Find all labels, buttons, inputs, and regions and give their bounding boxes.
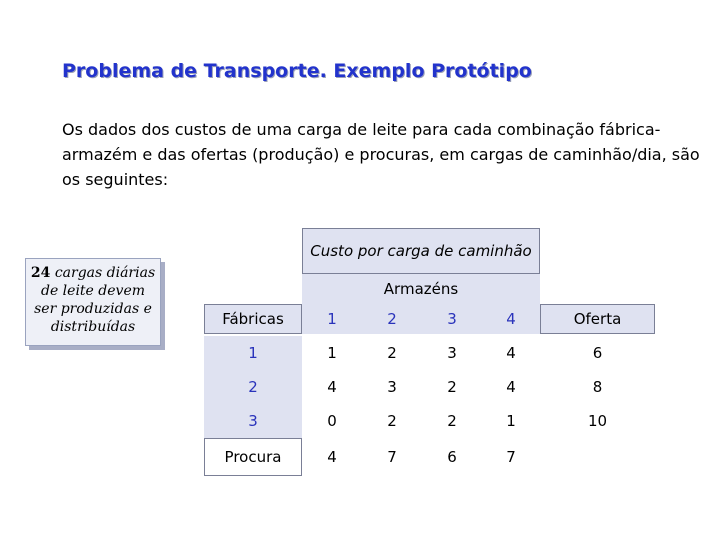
supply-cell: 10 bbox=[587, 412, 608, 430]
cost-cell: 4 bbox=[327, 378, 337, 396]
warehouse-col-2: 2 bbox=[362, 304, 422, 334]
warehouse-col-4: 4 bbox=[482, 304, 540, 334]
cost-cell: 2 bbox=[387, 344, 397, 362]
supply-cell: 6 bbox=[592, 344, 603, 362]
supply-header: Oferta bbox=[540, 304, 655, 334]
demand-cell: 7 bbox=[506, 448, 516, 466]
factories-header: Fábricas bbox=[204, 304, 302, 334]
cost-header: Custo por carga de caminhão bbox=[302, 228, 540, 274]
cost-cell: 2 bbox=[447, 412, 457, 430]
cost-cell: 3 bbox=[387, 378, 397, 396]
factory-row-label: 1 bbox=[204, 336, 302, 370]
cost-cell: 1 bbox=[506, 412, 516, 430]
intro-paragraph: Os dados dos custos de uma carga de leite para cada combinação fábrica-armazém e das ofertas (produção) e procuras, em cargas de caminhão/dia, são os seguintes: bbox=[62, 120, 700, 189]
demand-cell: 7 bbox=[387, 448, 397, 466]
cost-cell: 0 bbox=[327, 412, 337, 430]
cost-cell: 4 bbox=[506, 344, 516, 362]
cost-cell: 2 bbox=[387, 412, 397, 430]
warehouse-col-1: 1 bbox=[302, 304, 362, 334]
warehouses-header: Armazéns bbox=[302, 274, 540, 304]
demand-cell: 6 bbox=[447, 448, 457, 466]
factory-row-label: 3 bbox=[204, 404, 302, 438]
cost-cell: 2 bbox=[447, 378, 457, 396]
callout-box bbox=[25, 258, 161, 346]
cost-cell: 3 bbox=[447, 344, 457, 362]
demand-cell: 4 bbox=[327, 448, 337, 466]
callout-number: 24 bbox=[30, 265, 51, 281]
cost-cell: 4 bbox=[506, 378, 516, 396]
cost-cell: 1 bbox=[327, 344, 337, 362]
warehouse-col-3: 3 bbox=[422, 304, 482, 334]
slide-title: Problema de Transporte. Exemplo Protótipo bbox=[62, 60, 532, 82]
supply-cell: 8 bbox=[592, 378, 603, 396]
demand-label: Procura bbox=[204, 438, 302, 476]
factory-row-label: 2 bbox=[204, 370, 302, 404]
callout-text: cargas diárias de leite devem ser produzidas e distribuídas bbox=[34, 265, 156, 335]
